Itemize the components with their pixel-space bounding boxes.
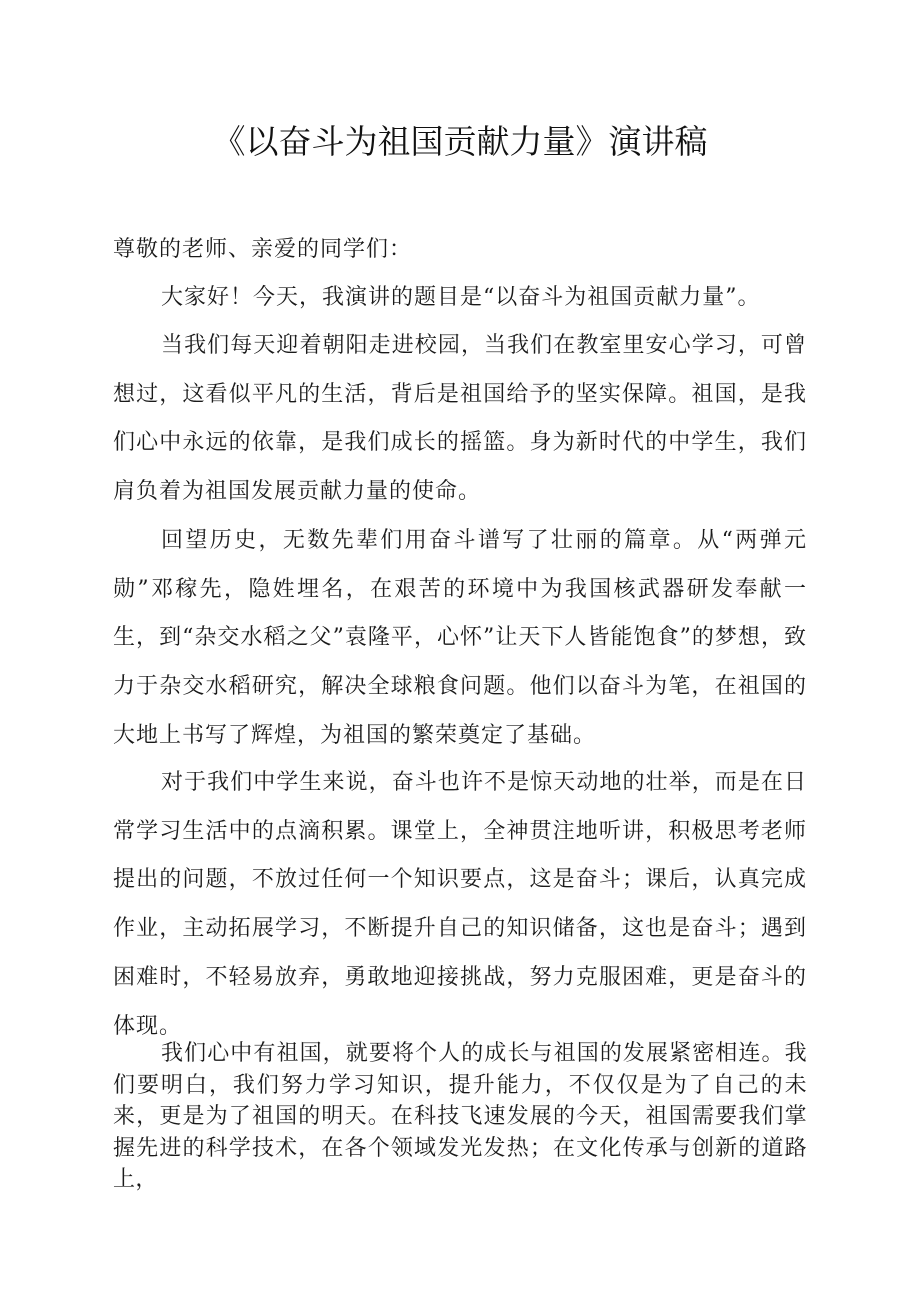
salutation-paragraph: 尊敬的老师、亲爱的同学们： — [113, 237, 413, 262]
body-paragraph-1: 当我们每天迎着朝阳走进校园，当我们在教室里安心学习，可曾想过，这看似平凡的生活，背后是祖国给予的坚实保障。祖国，是我们心中永远的依靠，是我们成长的摇篮。身为新时代的中学生，我们肩负着为祖国发展贡献力量的使命。 — [113, 333, 807, 505]
body-paragraph-3: 对于我们中学生来说，奋斗也许不是惊天动地的壮举，而是在日常学习生活中的点滴积累。课堂上，全神贯注地听讲，积极思考老师提出的问题，不放过任何一个知识要点，这是奋斗；课后，认真完成作业，主动拓展学习，不断提升自己的知识储备，这也是奋斗；遇到困难时，不轻易放弃，勇敢地迎接挑战，努力克服困难，更是奋斗的体现。 — [113, 770, 807, 1039]
document-title: 《以奋斗为祖国贡献力量》演讲稿 — [212, 122, 708, 161]
body-paragraph-2: 回望历史，无数先辈们用奋斗谱写了壮丽的篇章。从“两弹元勋”邓稼先，隐姓埋名，在艰苦的环境中为我国核武器研发奉献一生，到“杂交水稻之父”袁隆平，心怀”让天下人皆能饱食”的梦想，致力于杂交水稻研究，解决全球粮食问题。他们以奋斗为笔，在祖国的大地上书写了辉煌，为祖国的繁荣奠定了基础。 — [113, 528, 807, 748]
body-paragraph-4: 我们心中有祖国，就要将个人的成长与祖国的发展紧密相连。我们要明白，我们努力学习知识，提升能力，不仅仅是为了自己的未来，更是为了祖国的明天。在科技飞速发展的今天，祖国需要我们掌握先进的科学技术，在各个领域发光发热；在文化传承与创新的道路上， — [113, 1041, 807, 1192]
greeting-paragraph: 大家好！今天，我演讲的题目是“以奋斗为祖国贡献力量”。 — [161, 285, 761, 310]
